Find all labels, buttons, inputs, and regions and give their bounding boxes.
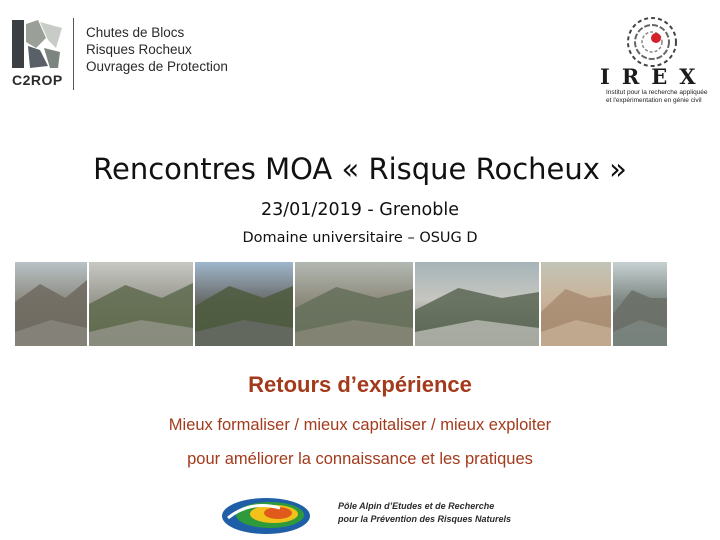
photo-strip xyxy=(15,262,710,346)
c2rop-line-2: Risques Rocheux xyxy=(86,42,192,57)
logo-divider xyxy=(73,18,74,90)
body-line-2: pour améliorer la connaissance et les pratiques xyxy=(187,450,533,468)
c2rop-abbr: C2ROP xyxy=(12,72,63,88)
photo-valley-cliff xyxy=(295,262,413,346)
parn-line-2: pour la Prévention des Risques Naturels xyxy=(338,514,512,524)
section-subtitle: Retours d’expérience xyxy=(248,372,472,397)
photo-rock-face-shapes xyxy=(541,262,611,346)
c2rop-logo xyxy=(8,14,228,94)
photo-quarry-site-shapes xyxy=(415,262,539,346)
photo-rockfall-road xyxy=(15,262,87,346)
photo-protection-wall xyxy=(89,262,193,346)
c2rop-line-3: Ouvrages de Protection xyxy=(86,59,228,74)
photo-protection-wall-shapes xyxy=(89,262,193,346)
photo-valley-cliff-shapes xyxy=(295,262,413,346)
photo-quarry-site xyxy=(415,262,539,346)
c2rop-rock-icon xyxy=(10,18,66,70)
photo-rock-face xyxy=(541,262,611,346)
photo-rockfall-road-shapes xyxy=(15,262,87,346)
photo-climber-cables-shapes xyxy=(195,262,293,346)
c2rop-tagline xyxy=(86,24,228,75)
event-venue: Domaine universitaire – OSUG D xyxy=(242,230,478,246)
irex-tagline: Institut pour la recherche appliquée et l'expérimentation en génie civil xyxy=(606,89,708,104)
irex-wordmark: IREX xyxy=(600,64,708,89)
irex-logo xyxy=(600,14,712,106)
page-title: Rencontres MOA « Risque Rocheux » xyxy=(93,152,627,186)
event-date: 23/01/2019 - Grenoble xyxy=(261,200,459,220)
irex-swirl-icon xyxy=(622,14,682,70)
parn-logo xyxy=(220,494,520,538)
photo-scaffold-slope xyxy=(613,262,667,346)
body-line-1: Mieux formaliser / mieux capitaliser / mieux exploiter xyxy=(168,416,552,434)
parn-line-1: Pôle Alpin d’Etudes et de Recherche xyxy=(338,501,495,511)
photo-scaffold-slope-shapes xyxy=(613,262,667,346)
photo-climber-cables xyxy=(195,262,293,346)
parn-tagline xyxy=(338,500,511,526)
c2rop-line-1: Chutes de Blocs xyxy=(86,25,185,40)
parn-swirl-icon xyxy=(220,496,312,536)
